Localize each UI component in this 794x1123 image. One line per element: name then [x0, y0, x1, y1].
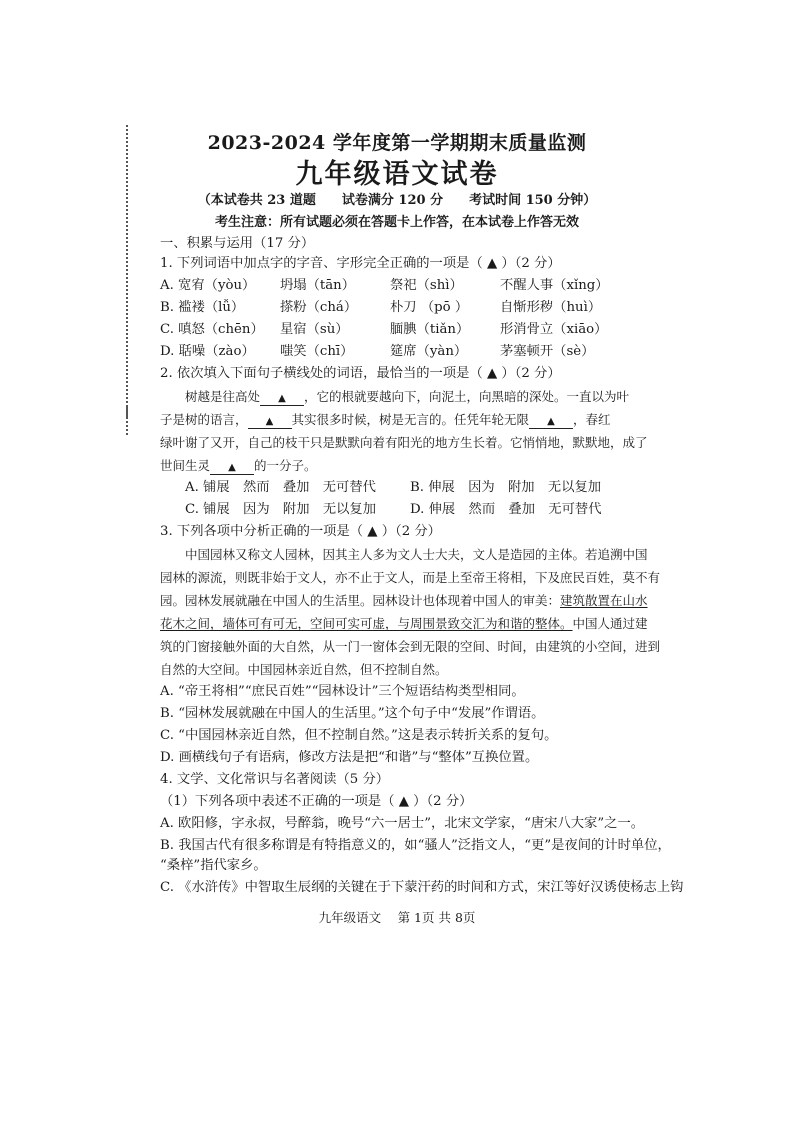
q3-stem: 3. 下列各项中分析正确的一项是（ ▲ ）（2 分） [160, 524, 441, 539]
exam-subject-title: 九年级语文试卷 [295, 159, 499, 190]
q1-c-2: 星宿（sù） [280, 322, 349, 337]
answer-blank: ▲ [260, 393, 304, 406]
page-footer: 九年级语文 第 1页 共 8页 [318, 910, 476, 925]
q1-a-2: 坍塌（tān） [280, 278, 356, 293]
q1-a-1: A. 宽宥（yòu） [160, 278, 256, 293]
q2-option-a: A. 铺展 然而 叠加 无可替代 [185, 480, 376, 495]
q3-passage-line: 园。园林发展就融在中国人的生活里。园林设计也体现着中国人的审美：建筑散置在山水 [160, 593, 648, 608]
q2-option-b: B. 伸展 因为 附加 无以复加 [410, 480, 602, 495]
q1-a-3: 祭祀（shì） [390, 278, 463, 293]
exam-year-title: 2023-2024 学年度第一学期期末质量监测 [207, 132, 587, 154]
q3-option-d: D. 画横线句子有语病，修改方法是把“和谐”与“整体”互换位置。 [160, 750, 539, 765]
q2-passage-line: 子是树的语言， ▲ 其实很多时候，树是无言的。任凭年轮无限 ▲ ，春红 [160, 412, 611, 427]
q1-c-4: 形消骨立（xiāo） [500, 322, 608, 337]
q1-b-4: 自惭形秽（huì） [500, 300, 602, 315]
q1-d-1: D. 聒噪（zào） [160, 344, 255, 359]
q1-d-2: 嗤笑（chī） [280, 344, 354, 359]
section-title: 一、积累与运用（17 分） [160, 236, 315, 251]
q3-passage-line: 自然的大空间。中国园林亲近自然，但不控制自然。 [160, 662, 448, 677]
q2-option-d: D. 伸展 然而 叠加 无可替代 [410, 502, 602, 517]
q3-option-b: B. “园林发展就融在中国人的生活里。”这个句子中“发展”作谓语。 [160, 706, 545, 721]
q4-option-b: B. 我国古代有很多称谓是有特指意义的，如“骚人”泛指文人，“更”是夜间的计时单位， [160, 838, 671, 853]
q2-passage-line: 树越是往高处 ▲ ，它的根就要越向下，向泥土，向黑暗的深处。一直以为叶 [185, 389, 630, 404]
q2-passage-line: 绿叶谢了又开，自己的枝干只是默默向着有阳光的地方生长着。它悄悄地，默默地，成了 [160, 435, 648, 450]
exam-notice: 考生注意：所有试题必须在答题卡上作答，在本试卷上作答无效 [214, 215, 579, 230]
binding-margin-tick [126, 407, 134, 419]
answer-blank: ▲ [210, 462, 254, 475]
q1-b-3: 朴刀 （pō ） [390, 300, 469, 315]
answer-blank: ▲ [529, 416, 573, 429]
answer-blank: ▲ [248, 416, 292, 429]
q3-option-a: A. “帝王将相”“庶民百姓”“园林设计”三个短语结构类型相同。 [160, 684, 525, 699]
q1-b-1: B. 褴褛（lǚ） [160, 300, 245, 315]
q3-passage-line: 花木之间，墙体可有可无，空间可实可虚，与周围景致交汇为和谐的整体。中国人通过建 [160, 616, 648, 631]
q3-option-c: C. “中国园林亲近自然，但不控制自然。”这是表示转折关系的复句。 [160, 728, 558, 743]
q1-a-4: 不醒人事（xǐng） [500, 278, 609, 293]
q4-sub1-stem: （1）下列各项中表述不正确的一项是（ ▲ ）（2 分） [160, 794, 473, 809]
q1-d-3: 筵席（yàn） [390, 344, 468, 359]
exam-info: （本试卷共 23 道题 试卷满分 120 分 考试时间 150 分钟） [197, 193, 597, 208]
q3-passage-line: 筑的门窗接触外面的大自然，从一门一窗体会到无限的空间、时间，由建筑的小空间，进到 [160, 639, 661, 654]
q4-stem: 4. 文学、文化常识与名著阅读（5 分） [160, 772, 390, 787]
q2-stem: 2. 依次填入下面句子横线处的词语，最恰当的一项是（ ▲ ）（2 分） [160, 366, 561, 381]
q1-d-4: 茅塞顿开（sè） [500, 344, 595, 359]
q1-c-1: C. 嗔怒（chēn） [160, 322, 264, 337]
q2-passage-line: 世间生灵 ▲ 的一分子。 [160, 458, 317, 473]
q1-stem: 1. 下列词语中加点字的字音、字形完全正确的一项是（ ▲ ）（2 分） [160, 256, 561, 271]
q1-c-3: 腼腆（tiǎn） [390, 322, 470, 337]
q4-option-a: A. 欧阳修，字永叔，号醉翁，晚号“六一居士”，北宋文学家，“唐宋八大家”之一。 [160, 816, 645, 831]
q3-passage-line: 园林的源流，则既非始于文人，亦不止于文人，而是上至帝王将相，下及庶民百姓，莫不有 [160, 570, 661, 585]
q2-option-c: C. 铺展 因为 附加 无以复加 [185, 502, 377, 517]
q4-option-b-cont: “桑梓”指代家乡。 [160, 858, 267, 873]
q4-option-c: C. 《水浒传》中智取生辰纲的关键在于下蒙汗药的时间和方式，宋江等好汉诱使杨志上钩 [160, 880, 684, 895]
q3-passage-line: 中国园林又称文人园林，因其主人多为文人士大夫，文人是造园的主体。若追溯中国 [185, 547, 648, 562]
q1-b-2: 搽粉（chá） [280, 300, 358, 315]
